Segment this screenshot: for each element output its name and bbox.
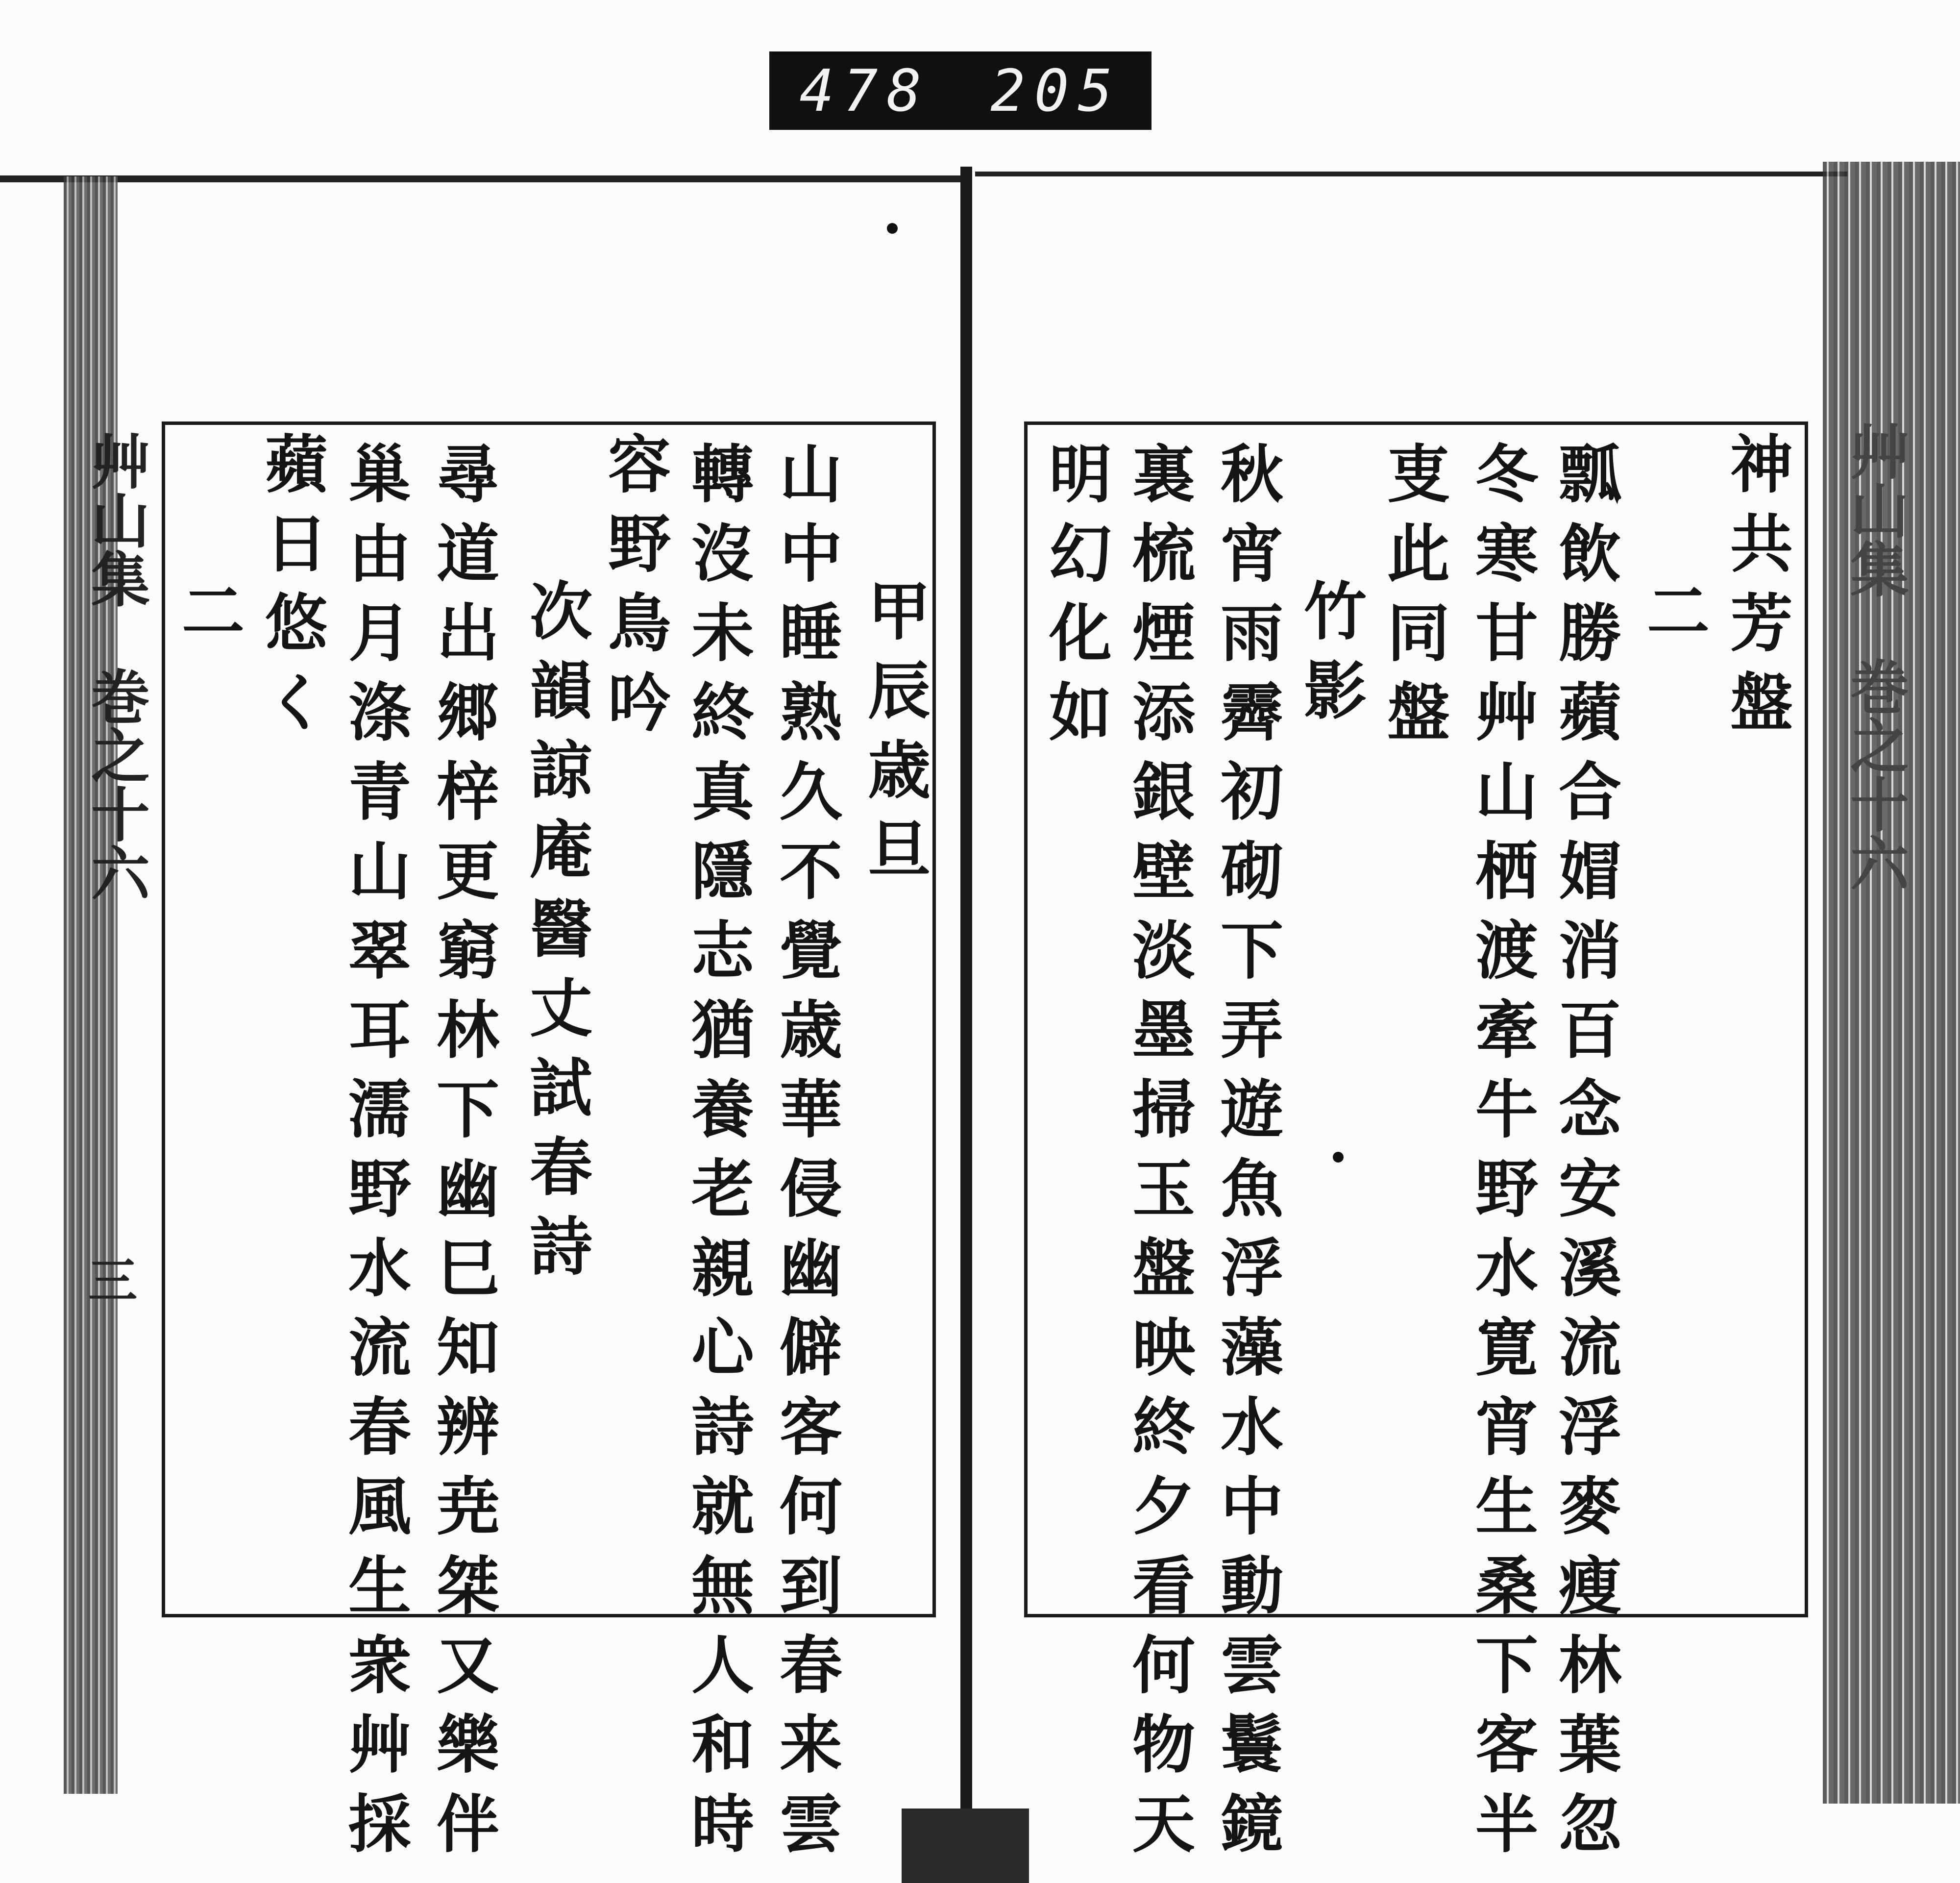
frame-number-right: 205 [990, 57, 1122, 124]
right-col-1: 明幻化如 [1038, 441, 1112, 759]
right-col-2: 裏梳煙添銀壁淡墨掃玉盤映終夕看何物天 [1122, 441, 1195, 1870]
ink-speck [1333, 1152, 1344, 1163]
right-col-7: 瓢飲勝蘋合媢消百念安溪流浮麥瘦林葉忽 [1548, 441, 1621, 1870]
bottom-clip [902, 1809, 1029, 1883]
left-margin-title: 艸山集 巻之十六 [81, 431, 150, 902]
microfilm-frame-label [769, 51, 1152, 130]
left-col-7: 轉沒未終真隱志猶養老親心詩就無人和時 [681, 441, 754, 1870]
frame-number-left: 478 [799, 57, 931, 124]
right-col-4: 竹影 [1293, 578, 1367, 737]
ink-speck [887, 223, 898, 234]
left-col-4: 尋道出郷梓更窮林下幽巳知辨尭桀又樂伴 [426, 441, 499, 1870]
book-spine [960, 167, 972, 1823]
left-col-2: 蘋日悠く [254, 431, 328, 749]
right-col-8: 二 [1636, 578, 1710, 658]
left-col-8: 山中睡熟久不覺歳華侵幽僻客何到春来雲 [769, 441, 842, 1870]
right-col-6: 冬寒甘艸山栖渡牽牛野水寛宵生桑下客半 [1465, 441, 1538, 1870]
left-col-5: 次韻諒庵醫丈試春詩 [519, 578, 592, 1293]
left-col-1: 二 [171, 578, 245, 658]
right-col-3: 秋宵雨霽初砌下弄遊魚浮藻水中動雲鬟鏡 [1210, 441, 1283, 1870]
right-col-5: 叓此同盤 [1376, 441, 1450, 759]
left-col-6: 容野鳥吟 [597, 431, 671, 749]
top-edge-left [0, 175, 960, 182]
left-margin-number: 三 [80, 1255, 138, 1304]
top-edge-right [975, 172, 1847, 176]
right-margin-title: 艸山集 巻之十六 [1840, 421, 1910, 892]
right-col-9: 神共芳盤 [1719, 431, 1793, 749]
left-col-3: 巢由月涤青山翠耳濡野水流春風生衆艸採 [338, 441, 411, 1870]
left-col-9: 甲辰歳旦 [857, 578, 931, 896]
